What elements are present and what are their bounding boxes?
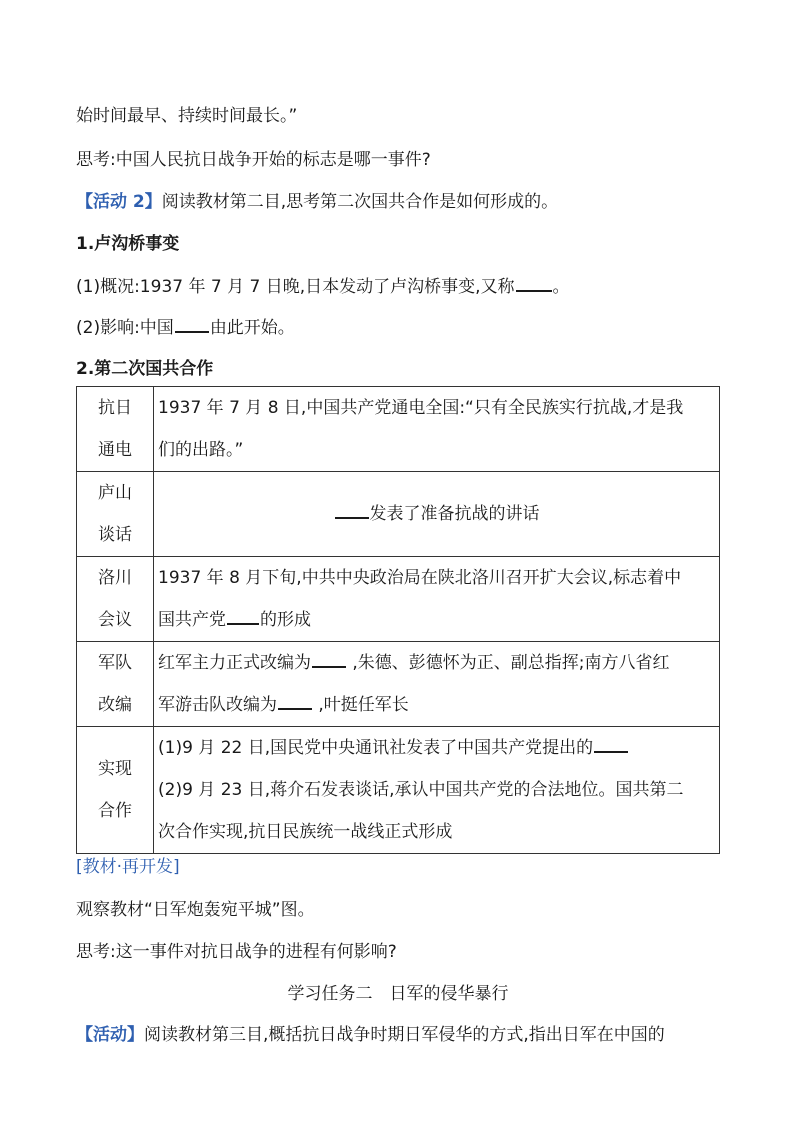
row-content-line [158, 684, 715, 726]
row-label-line: 抗日 [98, 398, 132, 418]
cooperation-table [76, 386, 720, 854]
activity-tag: 【活动】 [76, 1025, 144, 1045]
paragraph-2-end: 由此开始。 [209, 318, 295, 338]
material-tag-text: [教材·再开发] [76, 857, 180, 877]
row-content-line: 1937 年 8 月下旬,中共中央政治局在陕北洛川召开扩大会议,标志着中 [158, 568, 682, 588]
row-content-line [158, 727, 715, 769]
fill-blank [516, 274, 552, 292]
row-content-line: 发表了准备抗战的讲话 [369, 504, 540, 524]
paragraph-1-text: (1)概况:1937 年 7 月 7 日晚,日本发动了卢沟桥事变,又称 [76, 277, 515, 297]
row-label-line: 合作 [98, 801, 132, 821]
table-row [77, 387, 720, 472]
activity-2-tag: 【活动 2】 [76, 192, 162, 212]
row-label [77, 557, 154, 642]
fill-blank [594, 735, 628, 753]
think-question-1: 思考:中国人民抗日战争开始的标志是哪一事件? [76, 150, 431, 170]
row-content-text: 国共产党 [158, 610, 226, 630]
observe-line: 观察教材“日军炮轰宛平城”图。 [76, 900, 315, 920]
activity-line [76, 1023, 665, 1047]
fill-blank [175, 315, 209, 333]
row-content-text: (1)9 月 22 日,国民党中央通讯社发表了中国共产党提出的 [158, 738, 594, 758]
row-content-line: (2)9 月 23 日,蒋介石发表谈话,承认中国共产党的合法地位。国共第二 [158, 780, 684, 800]
row-label-line: 洛川 [98, 568, 132, 588]
task-2-title: 学习任务二 日军的侵华暴行 [287, 984, 509, 1004]
row-content-line [158, 599, 715, 641]
table-row [77, 557, 720, 642]
row-content-line: 次合作实现,抗日民族统一战线正式形成 [158, 822, 453, 842]
material-tag [76, 855, 180, 879]
paragraph-1-end: 。 [552, 277, 570, 297]
row-content-text: 的形成 [260, 610, 311, 630]
row-content-line: 们的出路。” [158, 440, 244, 460]
fill-blank [312, 650, 346, 668]
table-row [77, 642, 720, 727]
text-line: 始时间最早、持续时间最长。” [76, 106, 298, 126]
fill-blank [278, 692, 312, 710]
table-row [77, 727, 720, 854]
row-label-line: 实现 [98, 759, 132, 779]
row-content-line: 1937 年 7 月 8 日,中国共产党通电全国:“只有全民族实行抗战,才是我 [158, 398, 684, 418]
row-content [154, 387, 720, 472]
row-label [77, 472, 154, 557]
think-question-2: 思考:这一事件对抗日战争的进程有何影响? [76, 942, 397, 962]
paragraph-1 [76, 274, 570, 299]
row-content [154, 472, 720, 557]
activity-2-text: 阅读教材第二目,思考第二次国共合作是如何形成的。 [161, 192, 559, 212]
row-label [77, 727, 154, 854]
row-label-line: 通电 [98, 440, 132, 460]
row-label [77, 387, 154, 472]
paragraph-2-text: (2)影响:中国 [76, 318, 174, 338]
row-content [154, 642, 720, 727]
row-label-line: 军队 [98, 653, 132, 673]
fill-blank [227, 607, 259, 625]
section-heading-2: 2.第二次国共合作 [76, 359, 214, 379]
row-content [154, 727, 720, 854]
row-content-text: ,叶挺任军长 [318, 695, 409, 715]
activity-2-line [76, 190, 558, 214]
table-row [77, 472, 720, 557]
fill-blank [335, 501, 369, 519]
paragraph-2 [76, 315, 295, 340]
row-label-line: 谈话 [98, 525, 132, 545]
row-label-line: 庐山 [98, 483, 132, 503]
row-content [154, 557, 720, 642]
row-content-text: 军游击队改编为 [158, 695, 277, 715]
row-content-line [158, 642, 715, 684]
activity-text: 阅读教材第三目,概括抗日战争时期日军侵华的方式,指出日军在中国的 [144, 1025, 665, 1045]
row-content-text: ,朱德、彭德怀为正、副总指挥;南方八省红 [352, 653, 670, 673]
row-label-line: 会议 [98, 610, 132, 630]
section-heading-1: 1.卢沟桥事变 [76, 234, 180, 254]
row-label-line: 改编 [98, 695, 132, 715]
row-label [77, 642, 154, 727]
row-content-text: 红军主力正式改编为 [158, 653, 311, 673]
